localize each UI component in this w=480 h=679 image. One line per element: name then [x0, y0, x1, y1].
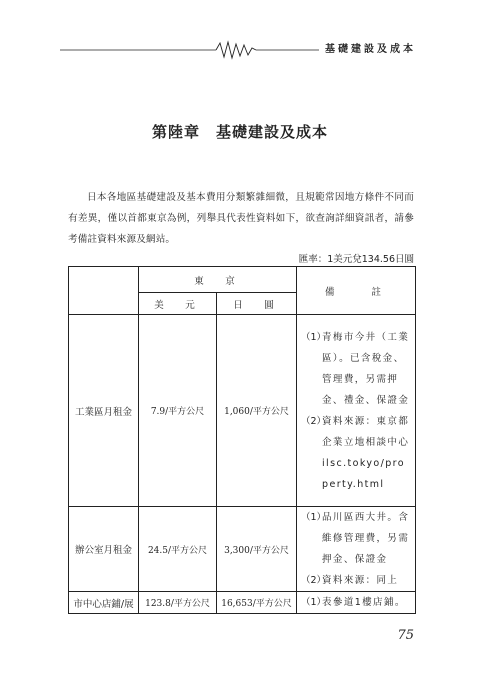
page-number: 75	[397, 628, 414, 643]
note-number: （2）	[301, 415, 327, 427]
table-row	[69, 507, 416, 592]
table-row	[69, 315, 416, 507]
running-header	[60, 40, 422, 60]
tokyo-header: 東 京	[139, 267, 297, 293]
row-notes	[297, 592, 416, 614]
note-number: （2）	[301, 575, 327, 586]
row-notes	[297, 315, 416, 507]
note-text: 資料來源：同上	[322, 575, 399, 586]
row-item-label: 市中心店鋪/展	[69, 592, 139, 614]
note-item	[301, 507, 411, 570]
note-text: 品川區西大井。含維修管理費，另需押金、保證金	[322, 512, 410, 565]
cost-table	[68, 266, 416, 614]
note-text: 資料來源：東京都企業立地相談中心ilsc.tokyo/property.html	[322, 415, 410, 490]
row-jpy-value: 1,060/平方公尺	[217, 315, 297, 507]
row-item-label: 辦公室月租金	[69, 507, 139, 592]
intro-paragraph: 日本各地區基礎建設及基本費用分類繁雜細微，且規範常因地方條件不同而有差異，僅以首都東京為例，列舉具代表性資料如下，欲查詢詳細資訊者，請參考備註資料來源及網站。	[68, 192, 414, 245]
note-text: 青梅市今井（工業區）。已含稅金、管理費，另需押金、禮金、保證金	[322, 331, 410, 406]
header-section-label: 基礎建設及成本	[319, 43, 422, 57]
note-item	[301, 411, 411, 495]
note-item	[301, 327, 411, 411]
row-usd-value: 24.5/平方公尺	[139, 507, 217, 592]
note-number: （1）	[301, 597, 327, 608]
usd-header: 美 元	[139, 293, 217, 315]
row-jpy-value: 16,653/平方公尺	[217, 592, 297, 614]
row-usd-value: 7.9/平方公尺	[139, 315, 217, 507]
table-body	[69, 315, 416, 614]
row-notes	[297, 507, 416, 592]
chapter-title: 第陸章 基礎建設及成本	[151, 123, 328, 141]
table-header-row	[69, 267, 416, 293]
note-number: （1）	[301, 512, 327, 523]
row-item-label: 工業區月租金	[69, 315, 139, 507]
row-usd-value: 123.8/平方公尺	[139, 592, 217, 614]
notes-header: 備 註	[297, 267, 416, 315]
jpy-header: 日 圓	[217, 293, 297, 315]
exchange-rate-note: 匯率：1美元兌134.56日圓	[298, 254, 414, 265]
note-number: （1）	[301, 331, 327, 343]
note-item	[301, 570, 411, 591]
table-row	[69, 592, 416, 614]
note-item	[301, 592, 411, 613]
item-column-header	[69, 267, 139, 315]
note-text: 表參道1樓店鋪。	[322, 597, 406, 608]
row-jpy-value: 3,300/平方公尺	[217, 507, 297, 592]
